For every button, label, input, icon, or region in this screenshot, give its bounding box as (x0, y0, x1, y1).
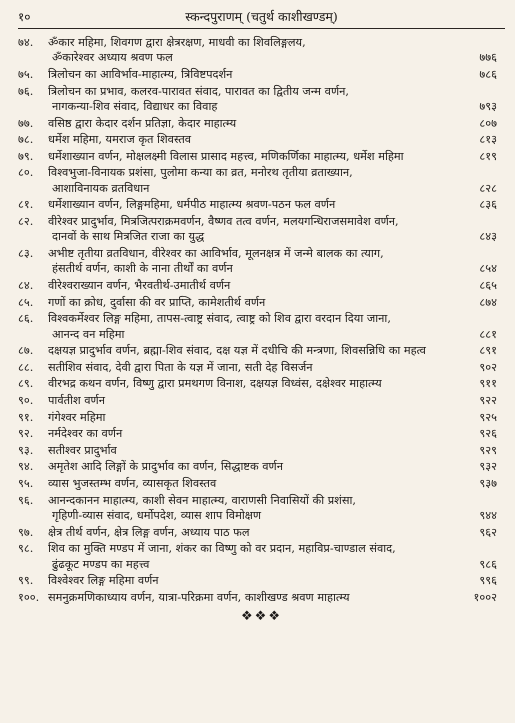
toc-entry-line (18, 311, 461, 326)
toc-entry-line (18, 525, 461, 540)
toc-entry-line (18, 327, 461, 342)
toc-entry-text: सतीश्वर प्रादुर्भाव (48, 443, 117, 457)
toc-entry-number: ९९. (18, 574, 34, 588)
footer-ornament: ❖❖❖ (241, 609, 282, 625)
toc-entry-line (18, 181, 461, 196)
toc-entry-text: ॐकार महिमा, शिवगण द्वारा क्षेत्ररक्षण, माधवी का शिवलिङ्गलय, (48, 36, 306, 49)
toc-entry-page: ९६२ (479, 525, 497, 539)
toc-entry-number: ८४. (18, 278, 34, 292)
toc-entry (18, 132, 505, 147)
toc-entry (18, 84, 505, 115)
toc-entry-number: १००. (18, 590, 40, 604)
toc-entry (18, 525, 505, 540)
toc-entry-number: ७८. (18, 133, 34, 147)
toc-entry-line (18, 50, 461, 65)
toc-entry-page: ८१९ (479, 149, 497, 163)
toc-entry-text: आनन्द वन महिमा (52, 327, 125, 341)
toc-entry-text: वसिष्ठ द्वारा केदार दर्शन प्रतिज्ञा, केदार माहात्म्य (48, 116, 237, 130)
toc-entry (18, 393, 505, 408)
toc-entry-text: गंगेश्वर महिमा (48, 410, 106, 424)
toc-entry-page: ९०२ (479, 360, 497, 374)
toc-entry-text: विश्वेश्वर लिङ्ग महिमा वर्णन (48, 574, 159, 588)
toc-entry (18, 426, 505, 441)
toc-entry-number: ९०. (18, 393, 34, 407)
toc-entry-page: ९२५ (479, 410, 497, 424)
toc-entry-line (18, 246, 461, 261)
toc-entry-text: धर्मेश महिमा, यमराज कृत शिवस्तव (48, 133, 192, 147)
toc-entry-number: ८५. (18, 295, 34, 309)
toc-entry-page: ८६५ (479, 278, 497, 292)
toc-entry-number: ९८. (18, 542, 34, 556)
toc-entry (18, 35, 505, 66)
toc-entry-text: विश्वभुजा-विनायक प्रशंसा, पुलोमा कन्या का व्रत, मनोरथ तृतीया व्रताख्यान, (48, 166, 353, 180)
toc-entry-page: ९३२ (479, 460, 497, 474)
toc-entry-line (18, 165, 461, 180)
toc-entry-page: ७९३ (479, 100, 497, 113)
toc-entry-line (18, 393, 461, 408)
toc-entry-number: ७६. (18, 84, 34, 98)
toc-entry (18, 165, 505, 196)
toc-entry-number: ९५. (18, 476, 34, 490)
toc-entry-page: १००२ (473, 590, 497, 604)
toc-entry-line (18, 360, 461, 375)
toc-entry (18, 443, 505, 458)
toc-entry-text: सतीशिव संवाद, देवी द्वारा पिता के यज्ञ में जाना, सती देह विसर्जन (48, 360, 313, 374)
toc-entry (18, 67, 505, 82)
toc-entry-number: ९७. (18, 525, 34, 539)
toc-entry-line (18, 132, 461, 147)
toc-entry-page: ८१३ (479, 133, 497, 147)
toc-entry-text: धर्मेशाख्यान वर्णन, लिङ्गमहिमा, धर्मपीठ माहात्म्य श्रवण-पठन फल वर्णन (48, 198, 336, 212)
toc-entry-number: ७५. (18, 68, 34, 81)
toc-entry-page: ९९६ (479, 574, 497, 588)
toc-entry-line (18, 376, 461, 391)
toc-entry-text: आनन्दकानन माहात्म्य, काशी सेवन माहात्म्य, वाराणसी निवासियों की प्रशंसा, (48, 493, 357, 507)
toc-entry (18, 573, 505, 588)
toc-entry-text: नर्मदेश्वर का वर्णन (48, 427, 123, 441)
toc-entry (18, 197, 505, 212)
toc-entry-text: नागकन्या-शिव संवाद, विद्याधर का विवाह (52, 100, 218, 113)
toc-entry-text: ढुंढकूट मण्डप का महत्त्व (52, 557, 150, 571)
toc-entry (18, 360, 505, 375)
toc-entry-text: शिव का मुक्ति मण्डप में जाना, शंकर का विष्णु को वर प्रदान, महाविप्र-चाण्डाल संवाद, (48, 542, 396, 556)
toc-entry-number: ८९. (18, 377, 34, 391)
toc-entry-text: त्रिलोचन का आविर्भाव-माहात्म्य, त्रिविष्टपदर्शन (48, 68, 233, 81)
toc-entry (18, 246, 505, 277)
toc-entry (18, 476, 505, 491)
toc-entry-line (18, 508, 461, 523)
toc-entry-page: ९२६ (479, 427, 497, 441)
toc-entry-page: ९२९ (479, 443, 497, 457)
toc-entry-page: ७७६ (479, 51, 497, 65)
toc-entry-text: धर्मेशाख्यान वर्णन, मोक्षलक्ष्मी विलास प्रासाद महत्त्व, मणिकर्णिका माहात्म्य, धर्मेश महिमा (48, 149, 404, 163)
toc-entry-line (18, 278, 461, 293)
toc-entry-number: ९४. (18, 460, 34, 474)
toc-entry (18, 493, 505, 524)
toc-entry-line (18, 557, 461, 572)
toc-entry-text: व्यास भुजस्तम्भ वर्णन, व्यासकृत शिवस्तव (48, 476, 217, 490)
toc-entry-number: ७७. (18, 116, 34, 130)
toc-entry-page: ८४३ (479, 230, 497, 244)
toc-entry-text: क्षेत्र तीर्थ वर्णन, क्षेत्र लिङ्ग वर्णन, अध्याय पाठ फल (48, 525, 250, 539)
toc-entry-line (18, 590, 461, 605)
toc-entry-line (18, 99, 461, 114)
toc-entry (18, 214, 505, 245)
toc-entry-line (18, 67, 461, 82)
toc-entry-page: ८०७ (479, 116, 497, 130)
toc-entry-line (18, 295, 461, 310)
toc-entry-number: ७४. (18, 36, 34, 49)
toc-entry-text: गृहिणी-व्यास संवाद, धर्मोपदेश, व्यास शाप विमोक्षण (52, 508, 262, 522)
toc-entry-number: ९२. (18, 427, 34, 441)
toc-entry-page: ७८६ (479, 68, 497, 81)
page-header (18, 6, 505, 29)
toc-entry-line (18, 261, 461, 276)
toc-entry (18, 311, 505, 342)
toc-entry (18, 149, 505, 164)
toc-entry-text: दक्षयज्ञ प्रादुर्भाव वर्णन, ब्रह्मा-शिव संवाद, दक्ष यज्ञ में दधीचि की मन्त्रणा, शिवसन्निधि का महत्व (48, 344, 426, 358)
toc-entry-page: ८२८ (479, 181, 497, 195)
toc-entry-number: ८८. (18, 360, 34, 374)
toc-entry-number: ९६. (18, 493, 34, 507)
toc-entry-page: ८७४ (479, 295, 497, 309)
toc-entry (18, 295, 505, 310)
toc-entry-text: ॐकारेश्वर अध्याय श्रवण फल (52, 51, 173, 65)
toc-entry-page: ८३६ (479, 198, 497, 212)
table-of-contents (18, 35, 505, 605)
toc-entry-text: वीरेश्वर प्रादुर्भाव, मित्रजित्पराक्रमवर्णन, वैष्णव तत्व वर्णन, मलयगन्धिराजसमावेश वर्णन, (48, 214, 399, 228)
toc-entry-line (18, 476, 461, 491)
toc-entry-text: समनुक्रमणिकाध्याय वर्णन, यात्रा-परिक्रमा वर्णन, काशीखण्ड श्रवण माहात्म्य (48, 590, 350, 604)
toc-entry-line (18, 493, 461, 508)
toc-entry (18, 541, 505, 572)
toc-entry-number: ८६. (18, 312, 34, 326)
toc-entry (18, 278, 505, 293)
toc-entry-text: आशाविनायक व्रतविधान (52, 181, 150, 195)
toc-entry-number: ८२. (18, 214, 34, 228)
toc-entry-number: ८०. (18, 166, 34, 180)
toc-entry-line (18, 426, 461, 441)
toc-entry-page: ८९१ (479, 344, 497, 358)
toc-entry-text: वीरभद्र कथन वर्णन, विष्णु द्वारा प्रमथगण विनाश, दक्षयज्ञ विध्वंस, दक्षेश्वर माहात्म्य (48, 377, 382, 391)
toc-entry-page: ८८१ (479, 327, 497, 341)
toc-entry-line (18, 149, 461, 164)
toc-entry-line (18, 410, 461, 425)
toc-entry-line (18, 214, 461, 229)
page-title: स्कन्दपुराणम् (चतुर्थ काशीखण्डम्) (185, 9, 338, 24)
toc-entry-page: ९३७ (479, 476, 497, 490)
toc-entry (18, 410, 505, 425)
toc-entry-text: अमृतेश आदि लिङ्गों के प्रादुर्भाव का वर्णन, सिद्धाष्टक वर्णन (48, 460, 283, 474)
toc-entry-text: पार्वतीश वर्णन (48, 393, 105, 407)
toc-entry-line (18, 84, 461, 99)
toc-entry (18, 343, 505, 358)
toc-entry-text: विश्वकर्मेश्वर लिङ्ग महिमा, तापस-त्वाष्ट्र संवाद, त्वाष्ट्र को शिव द्वारा वरदान दिया जाना, (48, 312, 391, 326)
toc-entry (18, 590, 505, 605)
toc-entry-number: ९३. (18, 443, 34, 457)
toc-entry-line (18, 229, 461, 244)
toc-entry-text: अभीष्ट तृतीया व्रतविधान, वीरेश्वर का आविर्भाव, मूलनक्षत्र में जन्मे बालक का त्याग, (48, 246, 384, 260)
toc-entry-number: ८१. (18, 198, 34, 212)
toc-entry-line (18, 443, 461, 458)
toc-entry-text: गणों का क्रोध, दुर्वासा की वर प्राप्ति, कामेशतीर्थ वर्णन (48, 295, 266, 309)
toc-entry-line (18, 35, 461, 50)
toc-entry-page: ८५४ (479, 262, 497, 276)
toc-entry-number: ८३. (18, 246, 34, 260)
toc-entry-line (18, 116, 461, 131)
toc-entry-page: ९८६ (479, 557, 497, 571)
toc-entry-text: दानवों के साथ मित्रजित राजा का युद्ध (52, 230, 205, 244)
toc-entry-page: ९११ (479, 377, 497, 391)
page-number: १० (18, 10, 31, 24)
toc-entry-line (18, 197, 461, 212)
toc-entry-page: ९४४ (479, 508, 497, 522)
toc-entry (18, 459, 505, 474)
toc-entry-text: वीरेश्वराख्यान वर्णन, भैरवतीर्थ-उमातीर्थ वर्णन (48, 278, 231, 292)
toc-entry-line (18, 459, 461, 474)
toc-entry-line (18, 343, 461, 358)
toc-entry-number: ९१. (18, 410, 34, 424)
toc-entry-text: हंसतीर्थ वर्णन, काशी के नाना तीर्थों का वर्णन (52, 262, 233, 276)
toc-entry (18, 376, 505, 391)
toc-entry-page: ९२२ (479, 393, 497, 407)
toc-entry (18, 116, 505, 131)
toc-entry-number: ७९. (18, 149, 34, 163)
toc-entry-line (18, 541, 461, 556)
toc-entry-text: त्रिलोचन का प्रभाव, कलरव-पारावत संवाद, पारावत का द्वितीय जन्म वर्णन, (48, 84, 349, 98)
toc-entry-number: ८७. (18, 344, 34, 358)
toc-entry-line (18, 573, 461, 588)
